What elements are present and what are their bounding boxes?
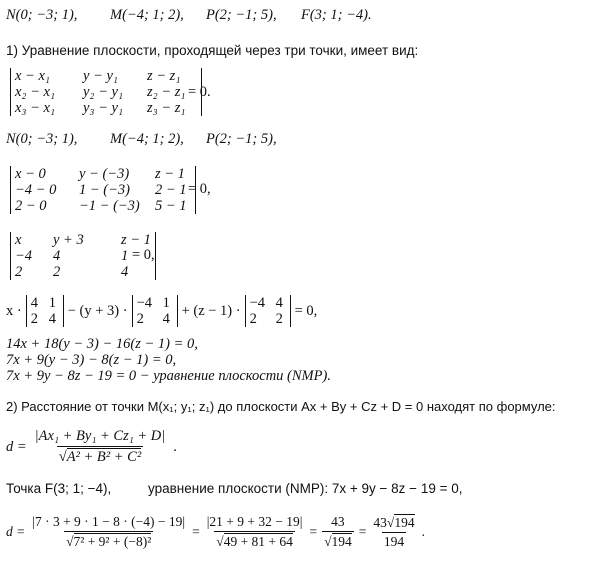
point-m: M(−4; 1; 2), bbox=[110, 7, 184, 23]
step1-title: 1) Уравнение плоскости, проходящей через три точки, имеет вид: bbox=[6, 43, 419, 58]
simpl-det-cell-1-1: 4 bbox=[53, 248, 61, 264]
subst-det-cell-0-1: y − (−3) bbox=[79, 166, 130, 182]
simpl-det-cell-2-2: 4 bbox=[121, 264, 129, 280]
point-n-again: N(0; −3; 1), bbox=[6, 131, 78, 147]
general-det-cell-0-1: y − y₁ bbox=[83, 68, 118, 84]
minor-3-cell-1-0: 2 bbox=[249, 311, 257, 327]
calc-denominator-3: √194 bbox=[322, 531, 354, 550]
general-det-cell-2-1: y₃ − y₁ bbox=[83, 100, 123, 116]
minor-1-cell-1-0: 2 bbox=[30, 311, 38, 327]
step2-title: 2) Расстояние от точки M(x₁; y₁; z₁) до плоскости Ax + By + Cz + D = 0 находят по формуле: bbox=[6, 399, 556, 414]
calc-numerator-1: |7 · 3 + 9 · 1 − 8 · (−4) − 19| bbox=[32, 514, 186, 529]
general-det-cell-0-0: x − x₁ bbox=[15, 68, 50, 84]
plane-equation-line: уравнение плоскости (NMP): 7x + 9y − 8z − 19 = 0, bbox=[148, 481, 463, 496]
formula-lhs: d = bbox=[6, 438, 27, 455]
simpl-det-cell-2-0: 2 bbox=[15, 264, 23, 280]
cofactor-expansion bbox=[6, 295, 317, 327]
expansion-term-2: − (y + 3) · bbox=[67, 302, 128, 319]
equation-line-3: 7x + 9y − 8z − 19 = 0 − уравнение плоскости (NMP). bbox=[6, 368, 331, 384]
minor-2-cell-0-1: 1 bbox=[162, 295, 170, 311]
minor-2-cell-1-1: 4 bbox=[162, 311, 170, 327]
calc-fraction-4 bbox=[371, 514, 416, 550]
minor-3-cell-1-1: 2 bbox=[275, 311, 283, 327]
calc-denominator-2: √49 + 81 + 64 bbox=[214, 531, 295, 550]
formula-fraction bbox=[33, 428, 168, 466]
point-p: P(2; −1; 5), bbox=[206, 7, 277, 23]
distance-calculation bbox=[6, 514, 425, 550]
point-f-line: Точка F(3; 1; −4), bbox=[6, 481, 112, 496]
expansion-term-1: x · bbox=[6, 302, 22, 319]
substituted-determinant bbox=[10, 166, 196, 214]
minor-3-cell-0-0: −4 bbox=[249, 295, 266, 311]
calc-equals-3: = bbox=[358, 524, 367, 539]
substituted-det-rhs: = 0, bbox=[188, 181, 211, 197]
minor-2-cell-1-0: 2 bbox=[136, 311, 144, 327]
calc-lhs: d = bbox=[6, 524, 26, 539]
simpl-det-cell-1-0: −4 bbox=[15, 248, 33, 264]
calc-numerator-4: 43√194 bbox=[373, 515, 415, 530]
minor-2-cell-0-0: −4 bbox=[136, 295, 152, 311]
subst-det-cell-2-0: 2 − 0 bbox=[15, 198, 47, 214]
formula-numerator: |Ax₁ + By₁ + Cz₁ + D| bbox=[34, 428, 166, 444]
formula-denominator: √A² + B² + C² bbox=[57, 446, 143, 466]
simpl-det-cell-0-1: y + 3 bbox=[53, 232, 84, 248]
point-m-again: M(−4; 1; 2), bbox=[110, 131, 184, 147]
general-det-cell-1-2: z₂ − z₁ bbox=[147, 84, 186, 100]
expansion-rhs: = 0, bbox=[294, 302, 318, 319]
calc-numerator-3: 43 bbox=[331, 514, 345, 529]
simpl-det-cell-0-2: z − 1 bbox=[121, 232, 151, 248]
simplified-det-rhs: = 0, bbox=[132, 247, 155, 263]
minor-1-cell-0-1: 1 bbox=[48, 295, 56, 311]
general-det-cell-2-0: x₃ − x₁ bbox=[15, 100, 55, 116]
subst-det-cell-2-2: 5 − 1 bbox=[155, 198, 187, 214]
point-p-again: P(2; −1; 5), bbox=[206, 131, 277, 147]
subst-det-cell-0-0: x − 0 bbox=[15, 166, 46, 182]
general-det-rhs: = 0. bbox=[188, 84, 211, 100]
calc-denominator-1: √7² + 9² + (−8)² bbox=[64, 531, 153, 550]
subst-det-cell-0-2: z − 1 bbox=[155, 166, 185, 182]
minor-3 bbox=[245, 295, 291, 327]
general-det-cell-1-0: x₂ − x₁ bbox=[15, 84, 55, 100]
calc-fraction-3 bbox=[322, 514, 354, 550]
point-f: F(3; 1; −4). bbox=[301, 7, 372, 23]
calc-fraction-2 bbox=[205, 514, 305, 550]
subst-det-cell-1-2: 2 − 1 bbox=[155, 182, 187, 198]
subst-det-cell-2-1: −1 − (−3) bbox=[79, 198, 140, 214]
point-n: N(0; −3; 1), bbox=[6, 7, 78, 23]
calc-equals-1: = bbox=[192, 524, 200, 539]
minor-3-cell-0-1: 4 bbox=[275, 295, 283, 311]
simpl-det-cell-0-0: x bbox=[15, 232, 22, 248]
minor-1 bbox=[26, 295, 64, 327]
calc-equals-2: = bbox=[309, 524, 318, 539]
formula-end: . bbox=[173, 438, 177, 455]
minor-1-cell-1-1: 4 bbox=[48, 311, 56, 327]
calc-numerator-2: |21 + 9 + 32 − 19| bbox=[206, 514, 303, 529]
general-det-cell-1-1: y₂ − y₁ bbox=[83, 84, 123, 100]
general-determinant bbox=[10, 68, 202, 116]
simpl-det-cell-1-2: 1 bbox=[121, 248, 129, 264]
simpl-det-cell-2-1: 2 bbox=[53, 264, 61, 280]
minor-2 bbox=[132, 295, 178, 327]
expansion-term-3: + (z − 1) · bbox=[181, 302, 241, 319]
distance-formula bbox=[6, 428, 177, 466]
calc-fraction-1 bbox=[30, 514, 187, 550]
calc-denominator-4: 194 bbox=[383, 534, 405, 549]
subst-det-cell-1-1: 1 − (−3) bbox=[79, 182, 130, 198]
equation-line-2: 7x + 9(y − 3) − 8(z − 1) = 0, bbox=[6, 352, 177, 368]
subst-det-cell-1-0: −4 − 0 bbox=[15, 182, 57, 198]
general-det-cell-2-2: z₃ − z₁ bbox=[147, 100, 186, 116]
calc-end: . bbox=[421, 524, 425, 539]
general-det-cell-0-2: z − z₁ bbox=[147, 68, 181, 84]
equation-line-1: 14x + 18(y − 3) − 16(z − 1) = 0, bbox=[6, 336, 198, 352]
minor-1-cell-0-0: 4 bbox=[30, 295, 38, 311]
